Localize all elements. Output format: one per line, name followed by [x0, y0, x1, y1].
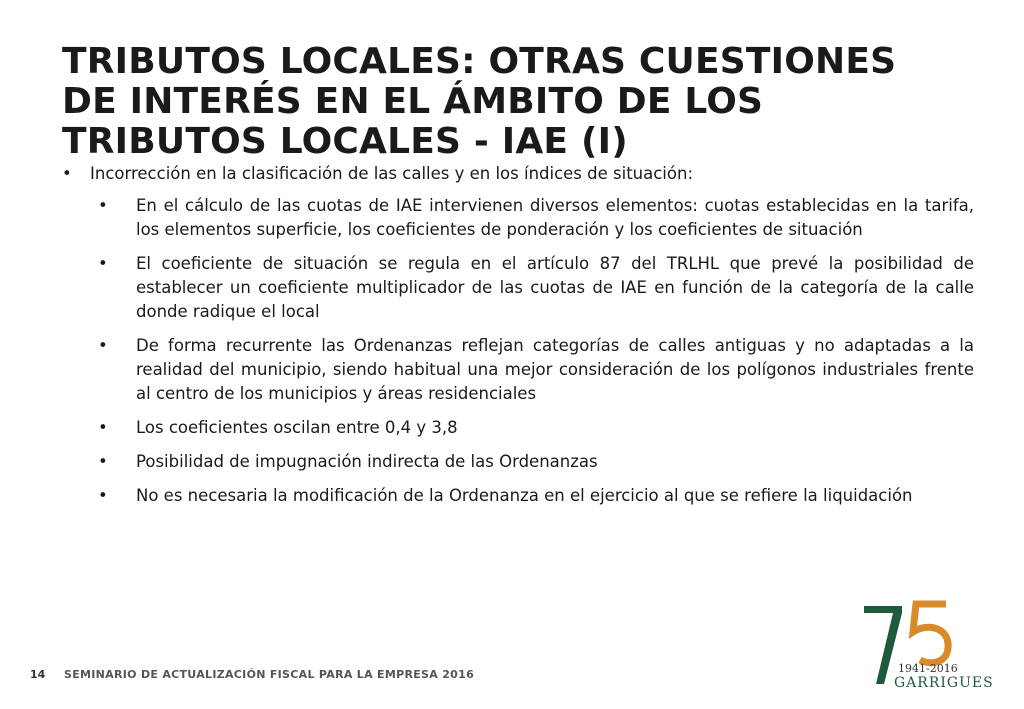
bullet-marker: •	[98, 336, 108, 355]
list-item-text: De forma recurrente las Ordenanzas reflejan categorías de calles antiguas y no adaptadas a la realidad del municipio, siendo habitual una mejor consideración de los polígonos industriales frente al centro de los municipios y áreas residenciales	[136, 336, 974, 403]
list-item	[62, 416, 974, 440]
page-number: 14	[30, 668, 46, 681]
garrigues-75-logo	[858, 592, 998, 692]
slide-title: TRIBUTOS LOCALES: OTRAS CUESTIONES DE INTERÉS EN EL ÁMBITO DE LOS TRIBUTOS LOCALES - IAE (I)	[62, 41, 897, 162]
main-bullet-point	[62, 162, 974, 186]
list-item-text: Los coeficientes oscilan entre 0,4 y 3,8	[136, 418, 458, 437]
logo-brand: GARRIGUES	[894, 675, 994, 691]
main-point-text: Incorrección en la clasificación de las calles y en los índices de situación:	[90, 164, 694, 183]
bullet-marker: •	[98, 452, 108, 471]
list-item-text: No es necesaria la modificación de la Ordenanza en el ejercicio al que se refiere la liquidación	[136, 486, 913, 505]
logo-years: 1941-2016	[898, 662, 958, 675]
logo-five-shape	[913, 604, 948, 663]
list-item-text: Posibilidad de impugnación indirecta de las Ordenanzas	[136, 452, 598, 471]
list-item	[62, 252, 974, 324]
list-item	[62, 194, 974, 242]
list-item	[62, 334, 974, 406]
footer-text: SEMINARIO DE ACTUALIZACIÓN FISCAL PARA LA EMPRESA 2016	[64, 668, 475, 681]
bullet-marker: •	[98, 486, 108, 505]
slide-content	[62, 162, 974, 518]
list-item	[62, 484, 974, 508]
logo-seven-shape	[864, 606, 902, 684]
sub-bullet-list	[62, 194, 974, 508]
bullet-marker: •	[62, 164, 72, 183]
list-item-text: El coeficiente de situación se regula en el artículo 87 del TRLHL que prevé la posibilidad de establecer un coeficiente multiplicador de las cuotas de IAE en función de la categoría de la calle donde radique el local	[136, 254, 974, 321]
bullet-marker: •	[98, 418, 108, 437]
bullet-marker: •	[98, 196, 108, 215]
list-item	[62, 450, 974, 474]
list-item-text: En el cálculo de las cuotas de IAE intervienen diversos elementos: cuotas establecidas en la tarifa, los elementos superficie, los coeficientes de ponderación y los coeficientes de situación	[136, 196, 974, 239]
bullet-marker: •	[98, 254, 108, 273]
